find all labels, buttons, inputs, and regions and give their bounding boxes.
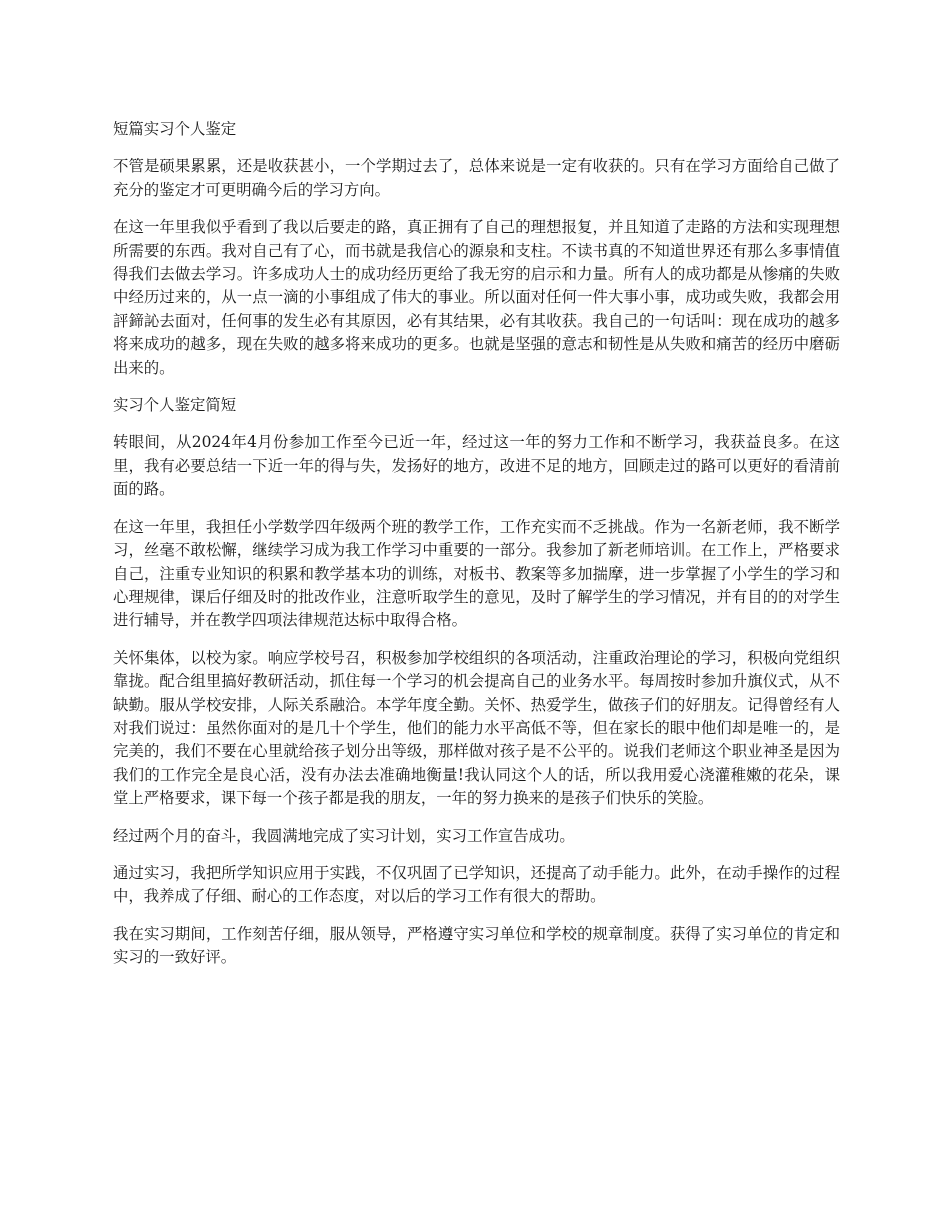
section-title-short-self-assessment: 短篇实习个人鉴定	[113, 120, 237, 138]
paragraph-completion: 经过两个月的奋斗，我圆满地完成了实习计划，实习工作宣告成功。	[113, 826, 575, 845]
document-page	[113, 118, 840, 984]
paragraph-intro: 不管是硕果累累，还是收获甚小，一个学期过去了，总体来说是一定有收获的。只有在学习方面给自己做了充分的鉴定才可更明确今后的学习方向。	[113, 157, 840, 199]
paragraph-reflection: 在这一年里我似乎看到了我以后要走的路，真正拥有了自己的理想报复，并且知道了走路的方法和实现理想所需要的东西。我对自己有了心，而书就是我信心的源泉和支柱。不读书真的不知道世界还有那么多事情值得我们去做去学习。许多成功人士的成功经历更给了我无穷的启示和力量。所有人的成功都是从惨痛的失败中经历过来的，从一点一滴的小事组成了伟大的事业。所以面对任何一件大事小事，成功或失败，我都会用評鍗訫去面对，任何事的发生必有其原因，必有其结果，必有其收获。我自己的一句话叫：现在成功的越多将来成功的越多，现在失败的越多将来成功的更多。也就是坚强的意志和韧性是从失败和痛苦的经历中磨砺出来的。	[113, 218, 840, 377]
paragraph-collective-care: 关怀集体，以校为家。响应学校号召，积极参加学校组织的各项活动，注重政治理论的学习，积极向党组织靠拢。配合组里搞好教研活动，抓住每一个学习的机会提高自己的业务水平。每周按时参加升旗仪式，从不缺勤。服从学校安排，人际关系融洽。本学年度全勤。关怀、热爱学生，做孩子们的好朋友。记得曾经有人对我们说过：虽然你面对的是几十个学生，他们的能力水平高低不等，但在家长的眼中他们却是唯一的，是完美的，我们不要在心里就给孩子划分出等级，那样做对孩子是不公平的。说我们老师这个职业神圣是因为我们的工作完全是良心活，没有办法去准确地衡量!我认同这个人的话，所以我用爱心浇灌稚嫩的花朵，课堂上严格要求，课下每一个孩子都是我的朋友，一年的努力换来的是孩子们快乐的笑脸。	[113, 648, 840, 808]
paragraph-teaching-work: 在这一年里，我担任小学数学四年级两个班的教学工作，工作充实而不乏挑战。作为一名新老师，我不断学习，丝毫不敢松懈，继续学习成为我工作学习中重要的一部分。我参加了新老师培训。在工作上，严格要求自己，注重专业知识的积累和教学基本功的训练，对板书、教案等多加揣摩，进一步掌握了小学生的学习和心理规律，课后仔细及时的批改作业，注意听取学生的意见，及时了解学生的学习情况，并有目的的对学生进行辅导，并在教学四项法律规范达标中取得合格。	[113, 517, 840, 630]
paragraph-practice-gains: 通过实习，我把所学知识应用于实践，不仅巩固了已学知识，还提高了动手能力。此外，在动手操作的过程中，我养成了仔细、耐心的工作态度，对以后的学习工作有很大的帮助。	[113, 863, 840, 906]
paragraph-conduct: 我在实习期间，工作刻苦仔细，服从领导，严格遵守实习单位和学校的规章制度。获得了实习单位的肯定和实习的一致好评。	[113, 924, 840, 967]
section-title-brief-self-assessment: 实习个人鉴定简短	[113, 396, 237, 415]
paragraph-year-summary: 转眼间，从2024年4月份参加工作至今已近一年，经过这一年的努力工作和不断学习，我获益良多。在这里，我有必要总结一下近一年的得与失，发扬好的地方，改进不足的地方，回顾走过的路可以更好的看清前面的路。	[113, 433, 840, 499]
